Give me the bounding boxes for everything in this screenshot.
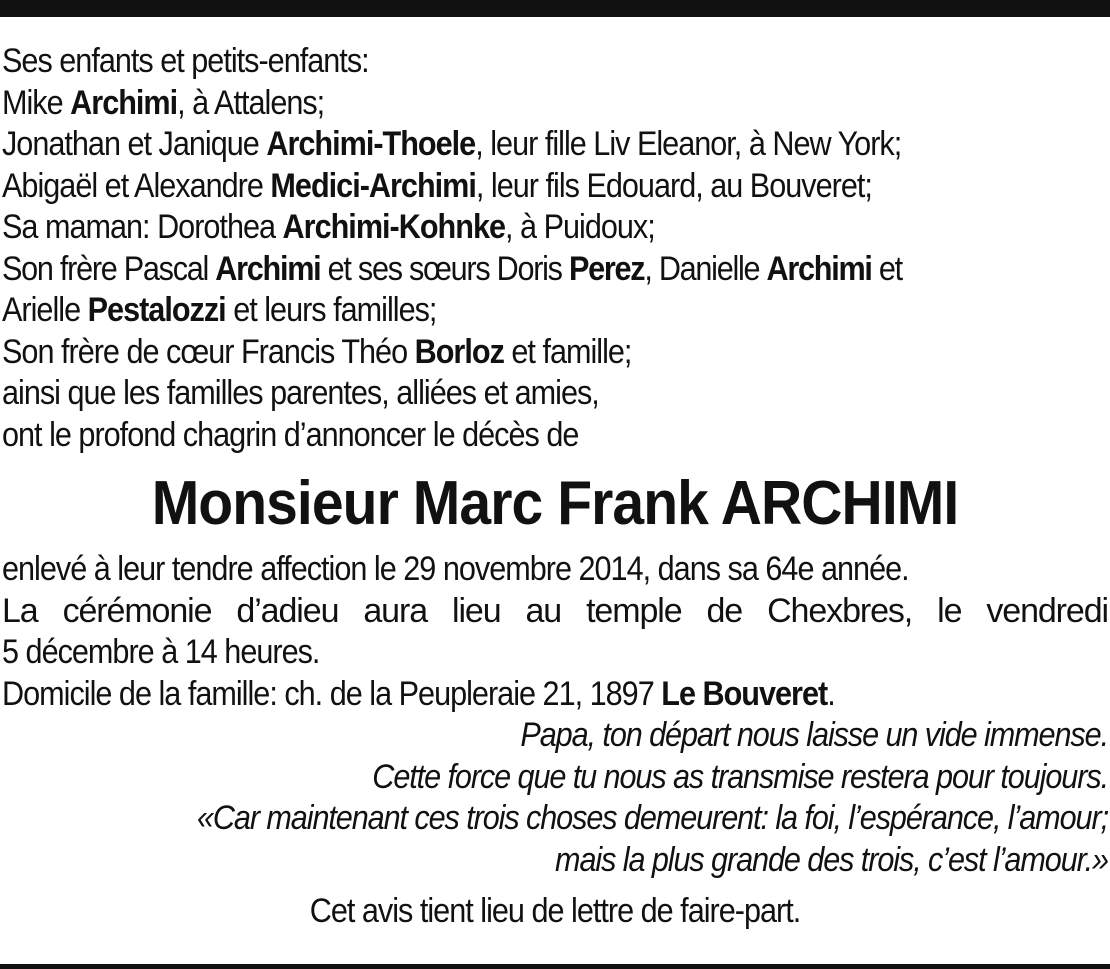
word: La — [2, 591, 38, 630]
family-line — [2, 124, 997, 166]
family-line — [2, 332, 997, 374]
surname: Archimi-Kohnke — [282, 208, 506, 246]
quote-line: Cette force que tu nous as transmise restera pour toujours. — [372, 757, 1108, 796]
footer-note: Cet avis tient lieu de lettre de faire-part. — [309, 892, 801, 930]
text-span: , à Attalens; — [177, 83, 325, 122]
family-line: ainsi que les familles parentes, alliées et amies, — [2, 374, 599, 412]
text-span: Sa maman: Dorothea — [2, 208, 283, 246]
text-span: Jonathan et Janique — [2, 125, 267, 163]
word: de — [706, 591, 743, 630]
text-span: et leurs familles; — [225, 291, 437, 329]
ceremony-time-line: 5 décembre à 14 heures. — [2, 633, 320, 671]
text-span: et ses sœurs Doris — [320, 249, 569, 288]
bottom-border — [0, 964, 1110, 969]
text-span: , leur fils Edouard, au Bouveret; — [475, 166, 872, 205]
text-span: Abigaël et Alexandre — [2, 166, 271, 205]
family-line — [2, 166, 997, 208]
top-border — [0, 0, 1110, 17]
announcement-line: ont le profond chagrin d’annoncer le décès de — [2, 415, 579, 454]
family-line — [2, 83, 997, 125]
family-line — [2, 249, 997, 291]
text-span: Arielle — [2, 291, 88, 329]
word: au — [525, 591, 562, 630]
surname: Archimi — [766, 249, 872, 288]
death-date-line: enlevé à leur tendre affection le 29 novembre 2014, dans sa 64e année. — [2, 550, 909, 588]
word: Chexbres, — [767, 591, 913, 630]
word: aura — [363, 591, 428, 630]
quote-line: Papa, ton départ nous laisse un vide immense. — [520, 716, 1108, 754]
domicile-line — [2, 674, 997, 716]
text-span: et — [871, 249, 902, 288]
family-intro-line: Ses enfants et petits-enfants: — [2, 42, 369, 80]
word: lieu — [451, 591, 501, 630]
word: temple — [586, 591, 682, 630]
surname: Pestalozzi — [87, 291, 226, 329]
word: d’adieu — [236, 591, 339, 630]
surname: Archimi-Thoele — [266, 125, 476, 163]
word: cérémonie — [62, 591, 212, 630]
quote-line: mais la plus grande des trois, c’est l’amour.» — [555, 840, 1108, 879]
family-line — [2, 207, 997, 249]
surname: Perez — [568, 249, 645, 288]
surname: Borloz — [414, 332, 504, 371]
text-span: Domicile de la famille: ch. de la Peupleraie 21, 1897 — [2, 674, 662, 713]
text-span: , Danielle — [644, 249, 767, 288]
text-span: Son frère Pascal — [2, 249, 216, 288]
word: vendredi — [986, 591, 1108, 630]
quote-line: «Car maintenant ces trois choses demeurent: la foi, l’espérance, l’amour; — [196, 799, 1108, 837]
surname: Medici-Archimi — [270, 166, 476, 205]
text-span: . — [827, 674, 835, 713]
text-span: et famille; — [503, 332, 632, 371]
ceremony-line — [2, 591, 1108, 633]
surname: Archimi — [215, 249, 321, 288]
text-span: Mike — [2, 83, 71, 122]
text-span: , leur fille Liv Eleanor, à New York; — [475, 125, 902, 163]
text-span: , à Puidoux; — [505, 208, 655, 246]
deceased-name: Monsieur Marc Frank ARCHIMI — [151, 469, 959, 538]
surname: Archimi — [70, 83, 178, 122]
text-span: Son frère de cœur Francis Théo — [2, 332, 415, 371]
obituary-notice — [2, 41, 1108, 933]
word: le — [937, 591, 962, 630]
family-line — [2, 290, 997, 332]
place-name: Le Bouveret — [661, 674, 828, 713]
